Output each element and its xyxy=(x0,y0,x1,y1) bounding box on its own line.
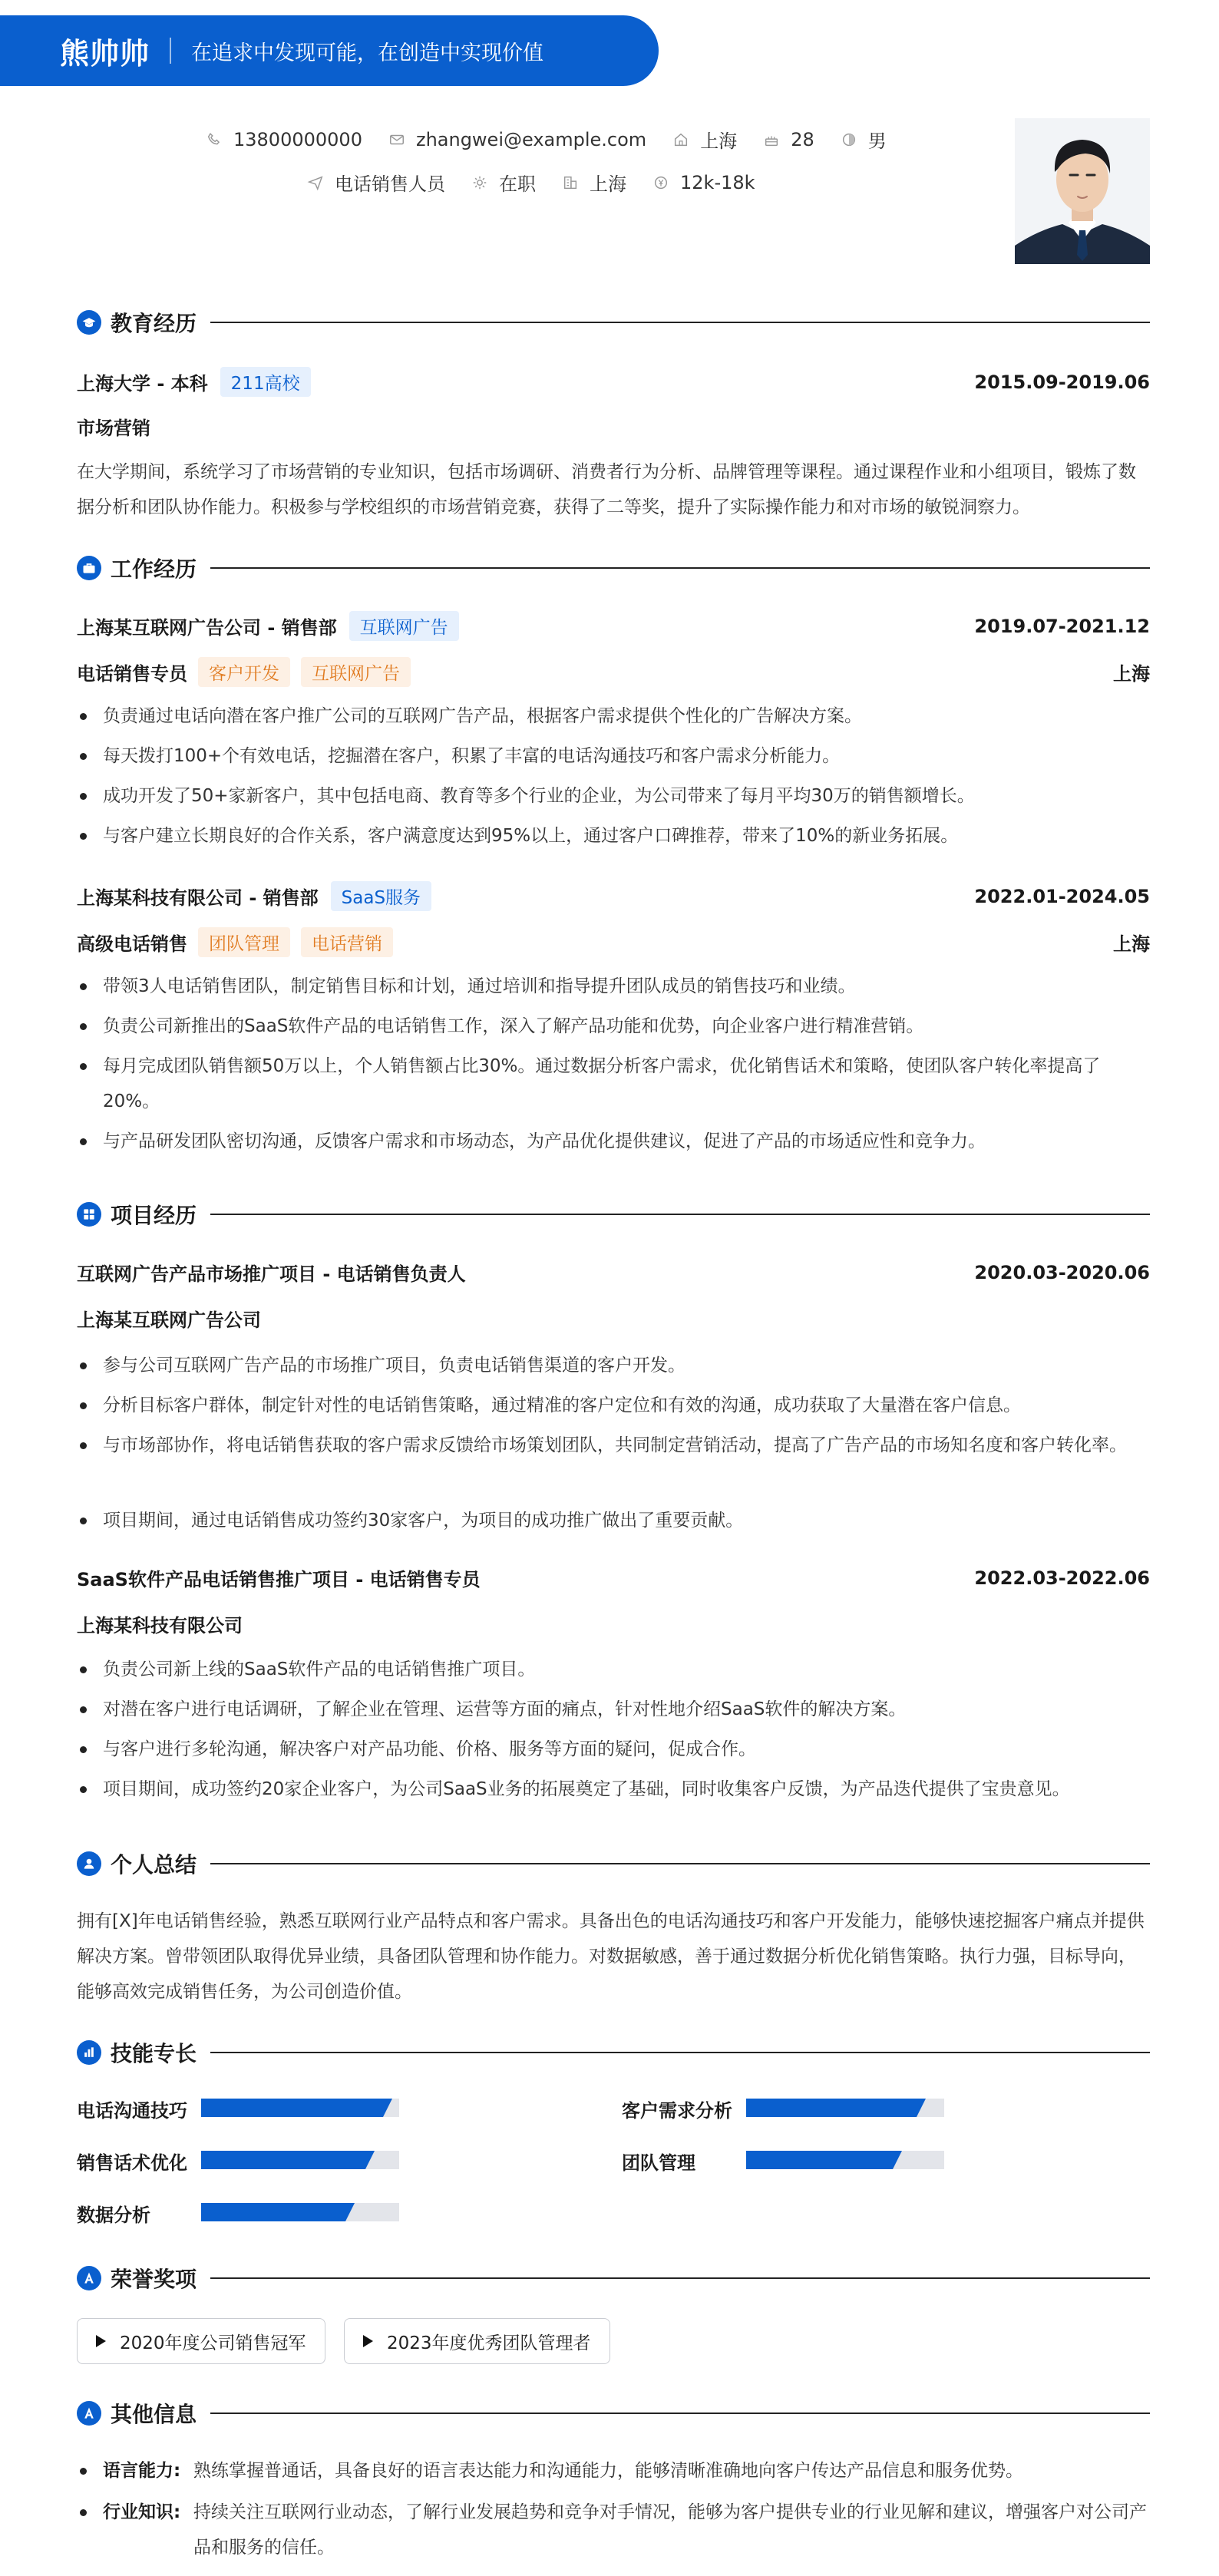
education-date: 2015.09-2019.06 xyxy=(974,371,1150,393)
section-title: 项目经历 xyxy=(111,1203,197,1228)
section-rule xyxy=(210,1863,1150,1864)
section-rule xyxy=(210,2052,1150,2053)
profile-photo xyxy=(1015,118,1150,264)
letter-a-icon xyxy=(77,2401,101,2426)
work-role-tag: 客户开发 xyxy=(198,657,290,687)
work-company-tag: 互联网广告 xyxy=(349,611,459,641)
work-bullet: 负责公司新推出的SaaS软件产品的电话销售工作，深入了解产品功能和优势，向企业客户进行精准营销。 xyxy=(77,1009,1150,1044)
skill-label: 团队管理 xyxy=(622,2152,695,2174)
contact-age xyxy=(763,129,814,150)
skill-bar xyxy=(201,2203,399,2221)
send-icon xyxy=(307,174,324,191)
section-work-header xyxy=(77,553,1150,583)
project-bullet: 项目期间，成功签约20家企业客户，为公司SaaS业务的拓展奠定了基础，同时收集客户反馈，为产品迭代提供了宝贵意见。 xyxy=(77,1772,1150,1807)
project-company: 上海某科技有限公司 xyxy=(77,1615,243,1636)
work-entry-header xyxy=(77,611,1150,641)
section-skills-header xyxy=(77,2037,1150,2068)
work-bullet: 带领3人电话销售团队，制定销售目标和计划，通过培训和指导提升团队成员的销售技巧和业绩。 xyxy=(77,969,1150,1004)
user-icon xyxy=(77,1851,101,1876)
skill-fill xyxy=(746,2099,917,2117)
education-description: 在大学期间，系统学习了市场营销的专业知识，包括市场调研、消费者行为分析、品牌管理等课程。通过课程作业和小组项目，锻炼了数据分析和团队协作能力。积极参与学校组织的市场营销竞赛，获得了二等奖，提升了实际操作能力和对市场的敏锐洞察力。 xyxy=(77,462,1136,517)
project-bullet: 对潜在客户进行电话调研，了解企业在管理、运营等方面的痛点，针对性地介绍SaaS软件的解决方案。 xyxy=(77,1692,1150,1727)
other-item xyxy=(77,2453,1150,2488)
candidate-motto: 在追求中发现可能，在创造中实现价值 xyxy=(191,41,544,65)
mail-icon xyxy=(388,131,405,148)
section-rule xyxy=(210,322,1150,323)
work-company-tag: SaaS服务 xyxy=(331,881,431,911)
briefcase-icon xyxy=(77,556,101,580)
play-icon xyxy=(96,2335,106,2347)
education-entry xyxy=(77,367,1150,397)
section-summary-header xyxy=(77,1848,1150,1879)
home-icon xyxy=(672,131,689,148)
gender-text: 男 xyxy=(867,130,887,152)
banner-divider xyxy=(170,38,171,64)
award-label: 2020年度公司销售冠军 xyxy=(120,2333,306,2353)
education-major: 市场营销 xyxy=(77,418,150,439)
work-location: 上海 xyxy=(1113,933,1150,955)
other-item xyxy=(77,2495,1150,2565)
work-company: 上海某科技有限公司 - 销售部 xyxy=(77,887,319,909)
skill-fill xyxy=(201,2151,365,2169)
other-text: 持续关注互联网行业动态，了解行业发展趋势和竞争对手情况，能够为客户提供专业的行业见解和建议，增强客户对公司产品和服务的信任。 xyxy=(193,2502,1147,2558)
work-location: 上海 xyxy=(1113,663,1150,685)
gear-icon xyxy=(471,174,488,191)
work-role: 电话销售专员 xyxy=(77,663,187,685)
target-city-text: 上海 xyxy=(590,173,626,195)
education-major-row xyxy=(77,413,1150,440)
candidate-name: 熊帅帅 xyxy=(60,36,150,71)
award-item xyxy=(77,2318,325,2364)
section-title: 技能专长 xyxy=(111,2041,197,2066)
skill-label: 销售话术优化 xyxy=(77,2152,187,2174)
contact-row-1 xyxy=(206,126,913,153)
work-bullet: 成功开发了50+家新客户，其中包括电商、教育等多个行业的企业，为公司带来了每月平均30万的销售额增长。 xyxy=(77,778,1150,814)
award-item xyxy=(344,2318,610,2364)
project-title: SaaS软件产品电话销售推广项目 - 电话销售专员 xyxy=(77,1569,481,1590)
work-role: 高级电话销售 xyxy=(77,933,187,955)
age-text: 28 xyxy=(791,128,814,150)
skill-bar xyxy=(746,2151,944,2169)
section-other-header xyxy=(77,2398,1150,2429)
work-bullet: 与客户建立长期良好的合作关系，客户满意度达到95%以上，通过客户口碑推荐，带来了10%的新业务拓展。 xyxy=(77,818,1150,854)
play-icon xyxy=(363,2335,373,2347)
skill-fill xyxy=(201,2099,383,2117)
summary-text: 拥有[X]年电话销售经验，熟悉互联网行业产品特点和客户需求。具备出色的电话沟通技巧和客户开发能力，能够快速挖掘客户痛点并提供解决方案。曾带领团队取得优异业绩，具备团队管理和协作能力。对数据敏感，善于通过数据分析优化销售策略。执行力强，目标导向，能够高效完成销售任务，为公司创造价值。 xyxy=(77,1911,1145,2002)
contact-city xyxy=(672,126,737,153)
section-title: 教育经历 xyxy=(111,311,197,336)
work-bullet: 每月完成团队销售额50万以上，个人销售额占比30%。通过数据分析客户需求，优化销售话术和策略，使团队客户转化率提高了20%。 xyxy=(77,1049,1150,1119)
contact-gender xyxy=(841,126,887,153)
salary-text: 12k-18k xyxy=(680,171,755,193)
skill-fill xyxy=(746,2151,893,2169)
work-company: 上海某互联网广告公司 - 销售部 xyxy=(77,617,337,639)
graduation-cap-icon xyxy=(77,310,101,335)
city-text: 上海 xyxy=(700,130,738,152)
work-role-tag: 互联网广告 xyxy=(301,657,411,687)
project-entry-header xyxy=(77,1564,1150,1591)
section-title: 荣誉奖项 xyxy=(111,2267,197,2292)
work-date: 2022.01-2024.05 xyxy=(974,885,1150,907)
project-company-row xyxy=(77,1305,1150,1332)
contact-status xyxy=(471,169,536,196)
section-title: 其他信息 xyxy=(111,2402,197,2427)
award-label: 2023年度优秀团队管理者 xyxy=(387,2333,591,2353)
other-label: 语言能力: xyxy=(103,2461,181,2481)
header-banner xyxy=(0,15,659,86)
bar-chart-icon xyxy=(77,2040,101,2065)
project-company-row xyxy=(77,1610,1150,1637)
coin-icon xyxy=(652,174,669,191)
contact-target-city xyxy=(562,169,626,196)
work-role-tag: 电话营销 xyxy=(301,927,393,957)
project-title: 互联网广告产品市场推广项目 - 电话销售负责人 xyxy=(77,1263,466,1285)
project-bullet: 负责公司新上线的SaaS软件产品的电话销售推广项目。 xyxy=(77,1652,1150,1687)
grid-icon xyxy=(77,1202,101,1227)
education-school: 上海大学 - 本科 xyxy=(77,373,208,395)
contact-row-2 xyxy=(307,169,781,196)
work-date: 2019.07-2021.12 xyxy=(974,615,1150,637)
skill-fill xyxy=(201,2203,345,2221)
skill-bar xyxy=(746,2099,944,2117)
section-rule xyxy=(210,2277,1150,2279)
section-rule xyxy=(210,567,1150,569)
contact-email xyxy=(388,129,646,150)
project-date: 2020.03-2020.06 xyxy=(974,1261,1150,1283)
skill-bar xyxy=(201,2151,399,2169)
phone-icon xyxy=(206,131,223,148)
project-entry-header xyxy=(77,1259,1150,1286)
skill-label: 数据分析 xyxy=(77,2204,150,2226)
other-text: 熟练掌握普通话，具备良好的语言表达能力和沟通能力，能够清晰准确地向客户传达产品信息和服务优势。 xyxy=(193,2461,1023,2481)
work-role-tag: 团队管理 xyxy=(198,927,290,957)
contact-phone xyxy=(206,129,362,150)
section-projects-header xyxy=(77,1199,1150,1230)
section-title: 工作经历 xyxy=(111,556,197,582)
education-tag: 211高校 xyxy=(220,367,311,397)
skill-label: 电话沟通技巧 xyxy=(77,2100,187,2122)
email-text: zhangwei@example.com xyxy=(415,128,647,150)
contact-salary xyxy=(652,172,755,193)
project-company: 上海某互联网广告公司 xyxy=(77,1309,261,1331)
work-bullet: 负责通过电话向潜在客户推广公司的互联网广告产品，根据客户需求提供个性化的广告解决方案。 xyxy=(77,698,1150,734)
phone-text: 13800000000 xyxy=(233,128,362,150)
position-text: 电话销售人员 xyxy=(335,173,445,195)
project-bullet: 项目期间，通过电话销售成功签约30家客户，为项目的成功推广做出了重要贡献。 xyxy=(77,1503,1150,1538)
work-entry-header xyxy=(77,881,1150,911)
section-education-header xyxy=(77,307,1150,338)
project-bullet: 参与公司互联网广告产品的市场推广项目，负责电话销售渠道的客户开发。 xyxy=(77,1348,1150,1383)
work-role-row xyxy=(77,657,1150,687)
building-icon xyxy=(562,174,579,191)
work-bullet: 与产品研发团队密切沟通，反馈客户需求和市场动态，为产品优化提供建议，促进了产品的市场适应性和竞争力。 xyxy=(77,1124,1150,1159)
project-date: 2022.03-2022.06 xyxy=(974,1567,1150,1589)
section-rule xyxy=(210,2413,1150,2414)
contact-position xyxy=(307,169,445,196)
cake-icon xyxy=(763,131,780,148)
award-icon xyxy=(77,2266,101,2290)
skill-bar xyxy=(201,2099,399,2117)
work-role-row xyxy=(77,927,1150,957)
project-bullet: 与市场部协作，将电话销售获取的客户需求反馈给市场策划团队，共同制定营销活动，提高了广告产品的市场知名度和客户转化率。 xyxy=(77,1428,1150,1463)
project-bullet: 分析目标客户群体，制定针对性的电话销售策略，通过精准的客户定位和有效的沟通，成功获取了大量潜在客户信息。 xyxy=(77,1388,1150,1423)
section-rule xyxy=(210,1214,1150,1215)
work-bullet: 每天拨打100+个有效电话，挖掘潜在客户，积累了丰富的电话沟通技巧和客户需求分析能力。 xyxy=(77,738,1150,774)
status-text: 在职 xyxy=(499,173,536,195)
other-label: 行业知识: xyxy=(103,2502,181,2522)
gender-icon xyxy=(841,131,857,148)
skill-label: 客户需求分析 xyxy=(622,2100,732,2122)
project-bullet: 与客户进行多轮沟通，解决客户对产品功能、价格、服务等方面的疑问，促成合作。 xyxy=(77,1732,1150,1767)
section-awards-header xyxy=(77,2263,1150,2294)
section-title: 个人总结 xyxy=(111,1852,197,1878)
